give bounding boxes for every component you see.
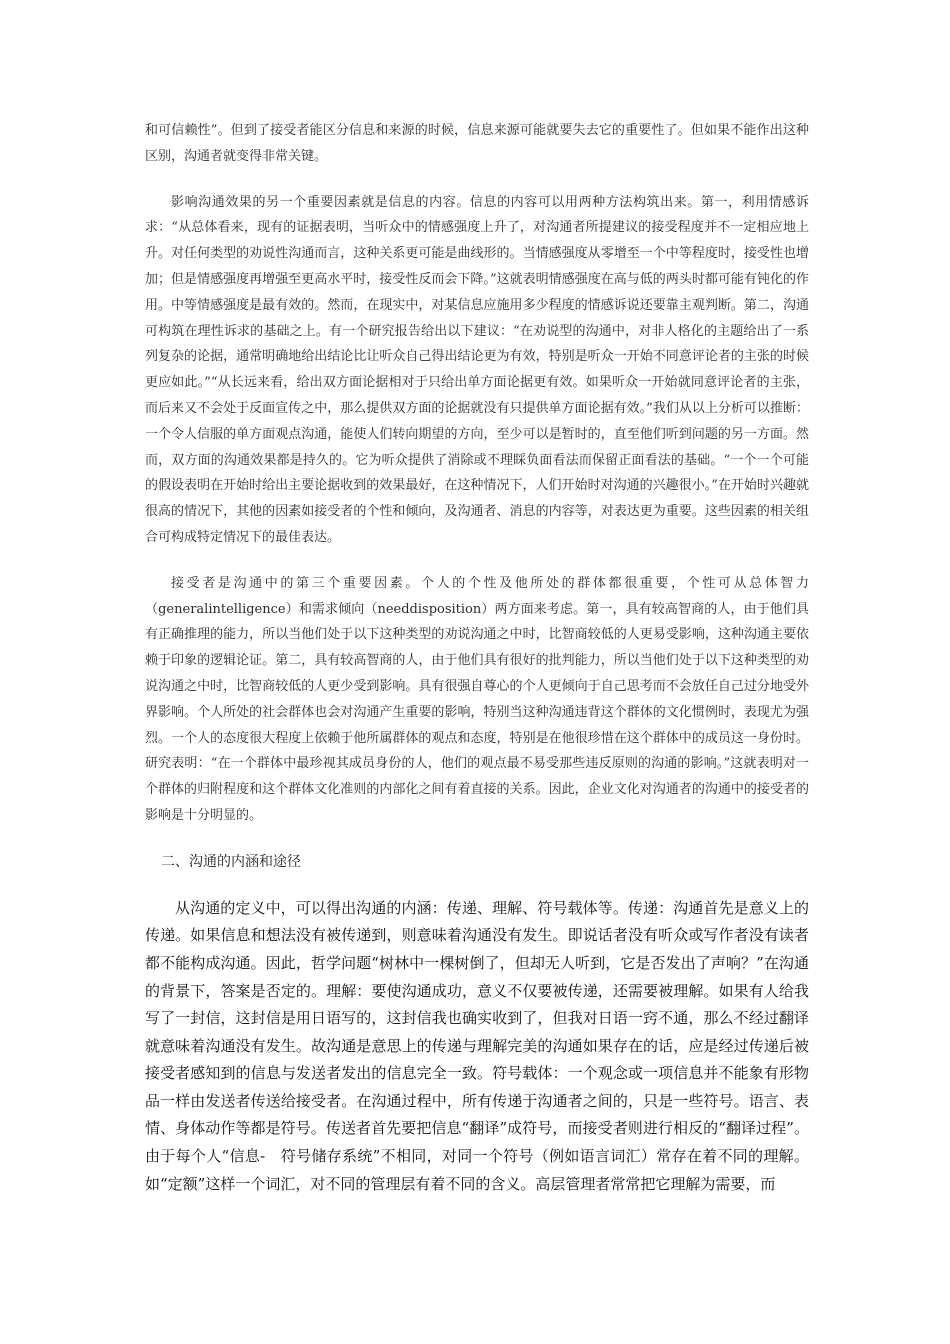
- paragraph-message-content: 影响沟通效果的另一个重要因素就是信息的内容。信息的内容可以用两种方法构筑出来。第一，利用情感诉求：“从总体看来，现有的证据表明，当听众中的情感强度上升了，对沟通者所提建议的接受程度并不一定相应地上升。对任何类型的劝说性沟通而言，这种关系更可能是曲线形的。当情感强度从零增至一个中等程度时，接受性也增加；但是情感强度再增强至更高水平时，接受性反而会下降。”这就表明情感强度在高与低的两头时都可能有钝化的作用。中等情感强度是最有效的。然而，在现实中，对某信息应施用多少程度的情感诉说还要靠主观判断。第二，沟通可构筑在理性诉求的基础之上。有一个研究报告给出以下建议：“在劝说型的沟通中，对非人格化的主题给出了一系列复杂的论据，通常明确地给出结论比让听众自己得出结论更为有效，特别是听众一开始不同意评论者的主张的时候更应如此。”“从长远来看，给出双方面论据相对于只给出单方面论据更有效。如果听众一开始就同意评论者的主张，而后来又不会处于反面宣传之中，那么提供双方面的论据就没有只提供单方面论据有效。”我们从以上分析可以推断：一个令人信服的单方面观点沟通，能使人们转向期望的方向，至少可以是暂时的，直至他们听到问题的另一方面。然而，双方面的沟通效果都是持久的。它为听众提供了消除或不理睬负面看法而保留正面看法的基础。“一个一个可能的假设表明在开始时给出主要论据收到的效果最好，在这种情况下，人们开始时对沟通的兴趣很小。”在开始时兴趣就很高的情况下，其他的因素如接受者的个性和倾向，及沟通者、消息的内容等，对表达更为重要。这些因素的相关组合可构成特定情况下的最佳表达。: [145, 194, 809, 545]
- paragraph-communication-connotation: 从沟通的定义中，可以得出沟通的内涵：传递、理解、符号载体等。传递：沟通首先是意义上的传递。如果信息和想法没有被传递到，则意味着沟通没有发生。即说话者没有听众或写作者没有读者都不能构成沟通。因此，哲学问题“树林中一棵树倒了，但却无人听到，它是否发出了声响？”在沟通的背景下，答案是否定的。理解：要使沟通成功，意义不仅要被传递，还需要被理解。如果有人给我写了一封信，这封信是用日语写的，这封信我也确实收到了，但我对日语一窍不通，那么不经过翻译就意味着沟通没有发生。故沟通是意思上的传递与理解完美的沟通如果存在的话，应是经过传递后被接受者感知到的信息与发送者发出的信息完全一致。符号载体：一个观念或一项信息并不能象有形物品一样由发送者传送给接受者。在沟通过程中，所有传递于沟通者之间的，只是一些符号。语言、表情、身体动作等都是符号。传送者首先要把信息“翻译”成符号，而接受者则进行相反的“翻译过程”。由于每个人“信息- 符号储存系统”不相同，对同一个符号（例如语言词汇）常存在着不同的理解。如“定额”这样一个词汇，对不同的管理层有着不同的含义。高层管理者常常把它理解为需要，而: [145, 898, 809, 1193]
- section-heading: 二、沟通的内涵和途径: [161, 853, 301, 870]
- paragraph-source-credibility: 和可信赖性”。但到了接受者能区分信息和来源的时候，信息来源可能就要失去它的重要性了。但如果不能作出这种区别，沟通者就变得非常关键。: [145, 123, 809, 164]
- document-body: [145, 118, 809, 1198]
- paragraph-receiver: 接受者是沟通中的第三个重要因素。个人的个性及他所处的群体都很重要，个性可从总体智力（generalintelligence）和需求倾向（needdisposition）两方面来考虑。第一，具有较高智商的人，由于他们具有正确推理的能力，所以当他们处于以下这种类型的劝说沟通之中时，比智商较低的人更易受影响，这种沟通主要依赖于印象的逻辑论证。第二，具有较高智商的人，由于他们具有很好的批判能力，所以当他们处于以下这种类型的劝说沟通之中时，比智商较低的人更少受到影响。具有很强自尊心的个人更倾向于自己思考而不会放任自己过分地受外界影响。个人所处的社会群体也会对沟通产生重要的影响，特别当这种沟通违背这个群体的文化惯例时，表现尤为强烈。一个人的态度很大程度上依赖于他所属群体的观点和态度，特别是在他很珍惜在这个群体中的成员这一身份时。研究表明：“在一个群体中最珍视其成员身份的人，他们的观点最不易受那些违反原则的沟通的影响。”这就表明对一个群体的归附程度和这个群体文化准则的内部化之间有着直接的关系。因此，企业文化对沟通者的沟通中的接受者的影响是十分明显的。: [145, 575, 809, 823]
